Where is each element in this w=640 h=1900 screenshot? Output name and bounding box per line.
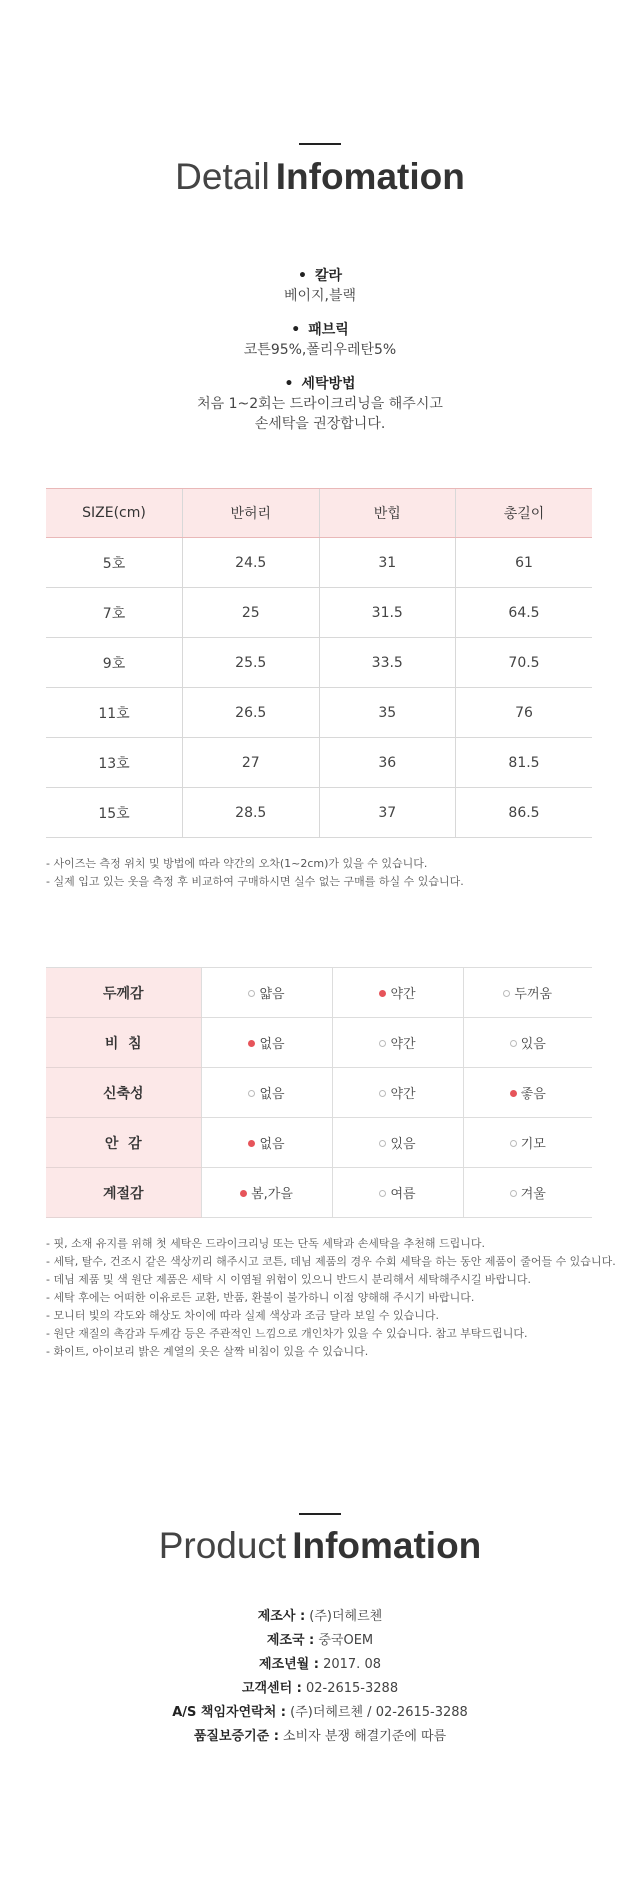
attribute-row-thickness	[46, 968, 592, 1018]
care-note: - 데님 제품 및 색 원단 제품은 세탁 시 이염될 위험이 있으니 반드시 분리해서 세탁해주시길 바랍니다.	[46, 1273, 531, 1286]
radio-dot-icon	[379, 1140, 386, 1147]
attribute-option: 여름	[332, 1168, 463, 1218]
size-cell: 36	[319, 738, 456, 788]
attribute-option: 있음	[332, 1118, 463, 1168]
detail-value: 베이지,블랙	[283, 288, 357, 304]
attribute-option: 두꺼움	[463, 968, 592, 1018]
attribute-table	[46, 967, 592, 1218]
radio-dot-selected-icon	[379, 990, 386, 997]
size-table-row	[46, 738, 592, 788]
size-cell: 15호	[46, 788, 183, 838]
size-cell: 31	[319, 538, 456, 588]
attribute-option-selected: 봄,가을	[201, 1168, 332, 1218]
size-cell: 13호	[46, 738, 183, 788]
attribute-option: 없음	[201, 1068, 332, 1118]
detail-title-rule	[299, 143, 341, 145]
radio-dot-selected-icon	[248, 1040, 255, 1047]
attribute-option-selected: 약간	[332, 968, 463, 1018]
detail-list	[0, 266, 640, 448]
radio-dot-icon	[510, 1040, 517, 1047]
radio-dot-icon	[248, 1090, 255, 1097]
product-title-rule	[299, 1513, 341, 1515]
attribute-option: 겨울	[463, 1168, 592, 1218]
attribute-name: 안 감	[46, 1118, 201, 1168]
product-info-row: 제조사 : (주)더헤르첸	[257, 1609, 383, 1624]
product-title	[0, 1525, 640, 1567]
radio-dot-icon	[503, 990, 510, 997]
size-cell: 7호	[46, 588, 183, 638]
radio-dot-icon	[379, 1190, 386, 1197]
size-cell: 81.5	[456, 738, 593, 788]
radio-dot-icon	[510, 1190, 517, 1197]
size-cell: 28.5	[183, 788, 320, 838]
product-info-row: A/S 책임자연락처 : (주)더헤르첸 / 02-2615-3288	[172, 1705, 468, 1720]
product-info-row: 고객센터 : 02-2615-3288	[241, 1681, 399, 1696]
radio-dot-icon	[510, 1140, 517, 1147]
detail-title-bold: Infomation	[275, 156, 465, 197]
attribute-option: 약간	[332, 1068, 463, 1118]
product-info	[0, 1605, 640, 1749]
product-title-light: Product	[158, 1525, 287, 1566]
attribute-row-sheerness	[46, 1018, 592, 1068]
care-note: - 핏, 소재 유지를 위해 첫 세탁은 드라이크리닝 또는 단독 세탁과 손세탁을 추천해 드립니다.	[46, 1237, 485, 1250]
attribute-option: 약간	[332, 1018, 463, 1068]
size-cell: 25.5	[183, 638, 320, 688]
size-cell: 5호	[46, 538, 183, 588]
attribute-option: 얇음	[201, 968, 332, 1018]
radio-dot-icon	[379, 1090, 386, 1097]
size-cell: 26.5	[183, 688, 320, 738]
size-table-header: 반허리	[183, 489, 320, 538]
size-table-row	[46, 688, 592, 738]
size-cell: 27	[183, 738, 320, 788]
size-cell: 11호	[46, 688, 183, 738]
size-cell: 70.5	[456, 638, 593, 688]
size-cell: 61	[456, 538, 593, 588]
detail-title-light: Detail	[175, 156, 270, 197]
size-note: - 사이즈는 측정 위치 및 방법에 따라 약간의 오차(1~2cm)가 있을 수 있습니다.	[46, 857, 428, 870]
size-cell: 64.5	[456, 588, 593, 638]
size-cell: 86.5	[456, 788, 593, 838]
detail-value-line: 처음 1~2회는 드라이크리닝을 해주시고	[197, 396, 443, 412]
attribute-name: 계절감	[46, 1168, 201, 1218]
attribute-name: 신축성	[46, 1068, 201, 1118]
radio-dot-icon	[379, 1040, 386, 1047]
size-table-row	[46, 638, 592, 688]
radio-dot-selected-icon	[248, 1140, 255, 1147]
radio-dot-selected-icon	[510, 1090, 517, 1097]
care-note: - 원단 재질의 촉감과 두께감 등은 주관적인 느낌으로 개인차가 있을 수 있습니다. 참고 부탁드립니다.	[46, 1327, 528, 1340]
size-cell: 31.5	[319, 588, 456, 638]
size-cell: 76	[456, 688, 593, 738]
product-info-row: 제조국 : 중국OEM	[266, 1633, 374, 1648]
size-table	[46, 488, 592, 838]
size-table-row	[46, 538, 592, 588]
bullet-icon: •	[291, 322, 301, 338]
size-cell: 24.5	[183, 538, 320, 588]
detail-item-washing	[0, 374, 640, 434]
size-cell: 37	[319, 788, 456, 838]
care-note: - 세탁 후에는 어떠한 이유로든 교환, 반품, 환불이 불가하니 이점 양해해 주시기 바랍니다.	[46, 1291, 475, 1304]
size-table-header: SIZE(cm)	[46, 489, 183, 538]
size-table-row	[46, 788, 592, 838]
product-info-row: 품질보증기준 : 소비자 분쟁 해결기준에 따름	[193, 1729, 447, 1744]
size-table-row	[46, 588, 592, 638]
bullet-icon: •	[297, 268, 307, 284]
care-note: - 화이트, 아이보리 밝은 계열의 옷은 살짝 비침이 있을 수 있습니다.	[46, 1345, 369, 1358]
care-note: - 세탁, 탈수, 건조시 같은 색상끼리 해주시고 코튼, 데님 제품의 경우 수회 세탁을 하는 동안 제품이 줄어들 수 있습니다.	[46, 1255, 616, 1268]
attribute-option: 있음	[463, 1018, 592, 1068]
detail-label: 패브릭	[308, 322, 349, 338]
attribute-option: 기모	[463, 1118, 592, 1168]
detail-value-line: 손세탁을 권장합니다.	[254, 416, 386, 432]
size-table-header: 반힙	[319, 489, 456, 538]
size-table-header-row	[46, 489, 592, 538]
size-note: - 실제 입고 있는 옷을 측정 후 비교하여 구매하시면 실수 없는 구매를 하실 수 있습니다.	[46, 875, 464, 888]
attribute-option-selected: 없음	[201, 1118, 332, 1168]
attribute-row-lining	[46, 1118, 592, 1168]
size-cell: 9호	[46, 638, 183, 688]
size-cell: 35	[319, 688, 456, 738]
detail-label: 칼라	[314, 268, 342, 284]
detail-item-color	[0, 266, 640, 306]
care-note: - 모니터 빛의 각도와 해상도 차이에 따라 실제 색상과 조금 달라 보일 수 있습니다.	[46, 1309, 439, 1322]
attribute-name: 비 침	[46, 1018, 201, 1068]
detail-title	[0, 156, 640, 198]
size-notes	[46, 855, 464, 891]
detail-item-fabric	[0, 320, 640, 360]
bullet-icon: •	[284, 376, 294, 392]
care-notes	[46, 1235, 616, 1361]
radio-dot-selected-icon	[240, 1190, 247, 1197]
attribute-name: 두께감	[46, 968, 201, 1018]
detail-value: 코튼95%,폴리우레탄5%	[243, 342, 397, 358]
attribute-row-season	[46, 1168, 592, 1218]
product-title-bold: Infomation	[292, 1525, 482, 1566]
size-table-header: 총길이	[456, 489, 593, 538]
attribute-row-stretch	[46, 1068, 592, 1118]
attribute-option-selected: 없음	[201, 1018, 332, 1068]
detail-label: 세탁방법	[301, 376, 356, 392]
size-cell: 33.5	[319, 638, 456, 688]
attribute-option-selected: 좋음	[463, 1068, 592, 1118]
radio-dot-icon	[248, 990, 255, 997]
size-cell: 25	[183, 588, 320, 638]
product-info-row: 제조년월 : 2017. 08	[259, 1657, 381, 1672]
